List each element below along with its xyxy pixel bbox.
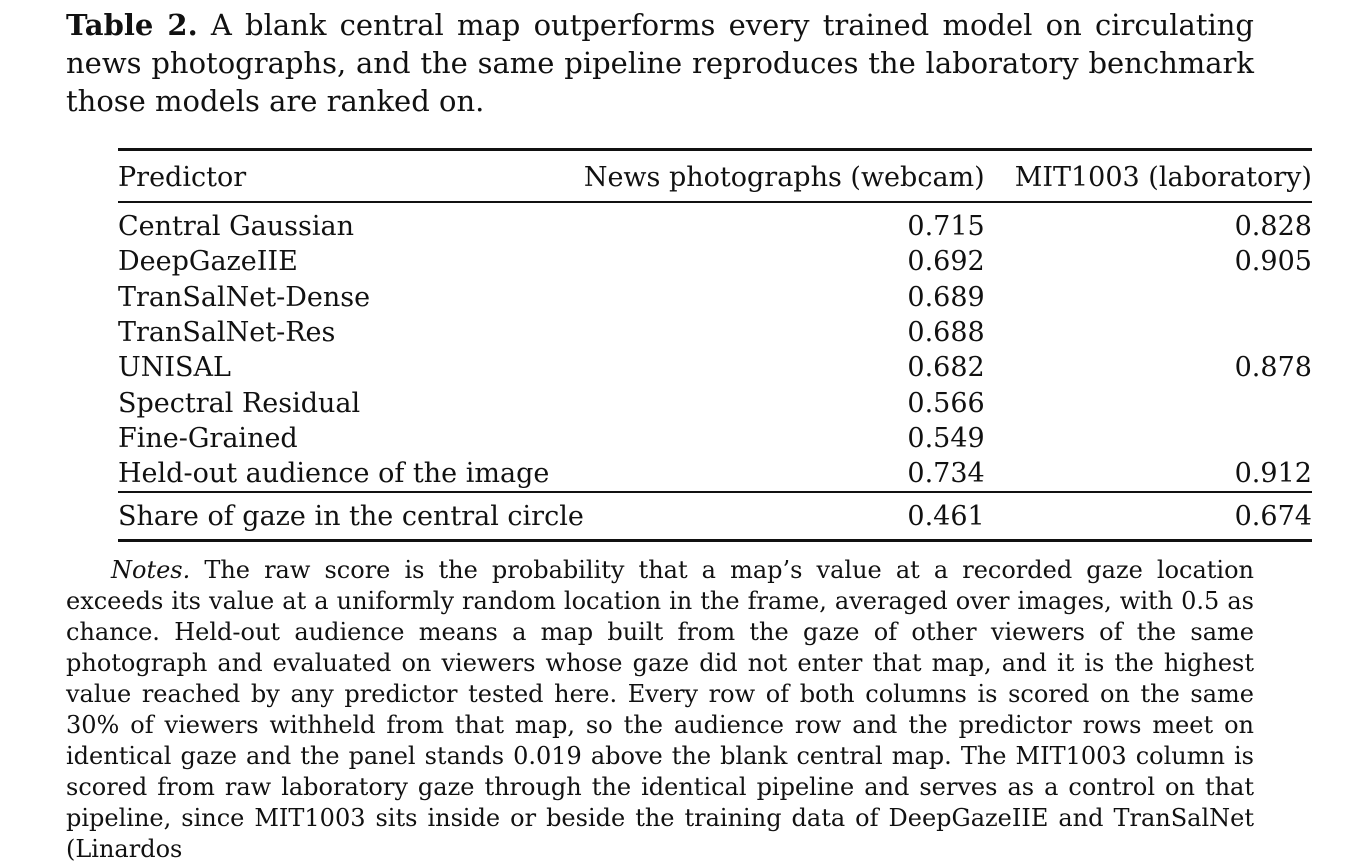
news-score: 0.689 (907, 281, 985, 313)
table-caption-text: A blank central map outperforms every trained model on circulating news photographs, and the same pipeline reproduces the laboratory benchmark those models are ranked on. (66, 8, 1254, 118)
mit-score (1015, 280, 1312, 315)
predictor-name: TranSalNet-Dense (118, 281, 371, 313)
news-score: 0.692 (907, 246, 985, 278)
mit-score: 0.905 (1234, 246, 1312, 278)
table-row (118, 385, 1312, 420)
predictor-name: TranSalNet-Res (118, 317, 336, 349)
table-row (118, 456, 1312, 492)
news-score: 0.715 (907, 211, 985, 243)
header-news-photographs: News photographs (webcam) (584, 150, 1015, 203)
table-row (118, 350, 1312, 385)
table-caption-label: Table 2. (66, 8, 198, 42)
mit-score: 0.828 (1234, 211, 1312, 243)
news-score: 0.549 (907, 422, 985, 454)
predictor-name: Held-out audience of the image (118, 458, 550, 490)
predictor-name: Fine-Grained (118, 422, 298, 454)
table-row (118, 315, 1312, 350)
footer-predictor-name: Share of gaze in the central circle (118, 492, 584, 541)
notes-text: The raw score is the probability that a map’s value at a recorded gaze location exceeds its value at a uniformly random location in the frame, averaged over images, with 0.5 as chance. Held-out audience means a map built from the gaze of other viewers of the same photograph and evaluated on viewers whose gaze did not enter that map, and it is the highest value reached by any predictor tested here. Every row of both columns is scored on the same 30% of viewers withheld from that map, so the audience row and the predictor rows meet on identical gaze and the panel stands 0.019 above the blank central map. The MIT1003 column is scored from raw laboratory gaze through the identical pipeline and serves as a control on that pipeline, since MIT1003 sits inside or beside the training data of DeepGazeIIE and TranSalNet (Linardos (66, 556, 1254, 863)
table-row (118, 202, 1312, 244)
table-row (118, 280, 1312, 315)
results-table (118, 148, 1312, 542)
table-caption (66, 6, 1254, 120)
table-header-row (118, 150, 1312, 203)
predictor-name: UNISAL (118, 352, 231, 384)
table-row (118, 421, 1312, 456)
news-score: 0.734 (907, 458, 985, 490)
news-score: 0.682 (907, 352, 985, 384)
table-notes (66, 555, 1254, 865)
header-mit1003: MIT1003 (laboratory) (1015, 150, 1312, 203)
news-score: 0.566 (907, 387, 985, 419)
predictor-name: DeepGazeIIE (118, 246, 298, 278)
notes-label: Notes. (111, 556, 191, 584)
news-score: 0.688 (907, 317, 985, 349)
header-predictor: Predictor (118, 150, 584, 203)
footer-news-score: 0.461 (584, 492, 1015, 541)
predictor-name: Spectral Residual (118, 387, 361, 419)
predictor-name: Central Gaussian (118, 211, 354, 243)
mit-score: 0.912 (1234, 458, 1312, 490)
footer-mit-score: 0.674 (1015, 492, 1312, 541)
mit-score: 0.878 (1234, 352, 1312, 384)
table-row (118, 244, 1312, 279)
mit-score (1015, 385, 1312, 420)
mit-score (1015, 315, 1312, 350)
table-footer-row (118, 492, 1312, 541)
mit-score (1015, 421, 1312, 456)
